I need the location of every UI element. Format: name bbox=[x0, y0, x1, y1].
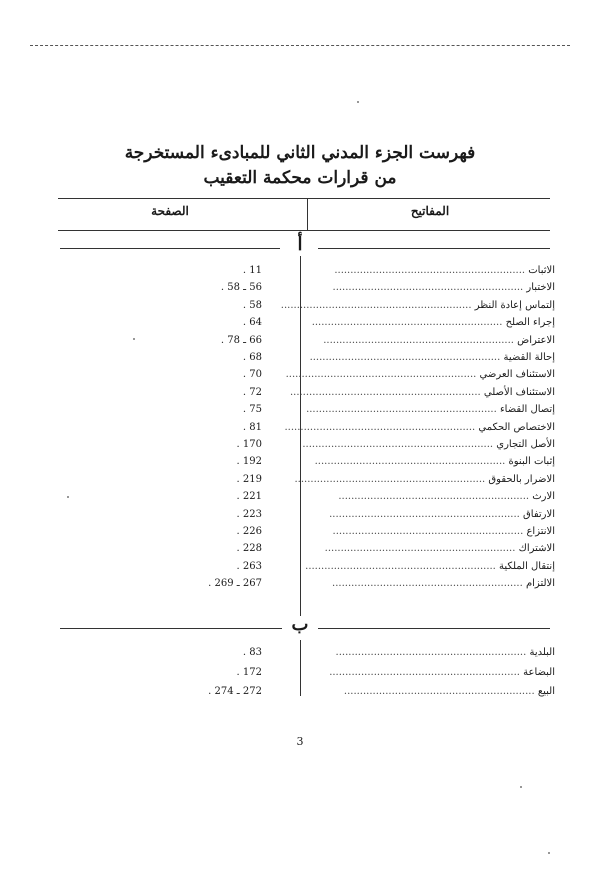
index-key-text: الانتزاع bbox=[526, 526, 555, 537]
index-key bbox=[302, 437, 555, 453]
index-key bbox=[330, 665, 555, 681]
index-key-text: الاختبار bbox=[526, 282, 555, 294]
dot-leader: ............................................................ bbox=[329, 666, 524, 678]
index-row bbox=[0, 489, 600, 505]
index-key-text: إنتقال الملكية bbox=[499, 560, 555, 572]
header-bottom-rule bbox=[58, 230, 550, 231]
dot-leader: ............................................................ bbox=[332, 282, 527, 294]
index-row bbox=[0, 367, 600, 383]
index-row bbox=[0, 472, 600, 488]
index-row bbox=[0, 665, 600, 681]
index-page: 272 ـ 274 . bbox=[208, 686, 262, 697]
speck bbox=[357, 101, 359, 103]
index-row bbox=[0, 507, 600, 523]
index-row bbox=[0, 315, 600, 331]
index-key bbox=[330, 524, 555, 540]
section-letter-alif: أ bbox=[297, 234, 303, 255]
index-key-text: الارث bbox=[532, 491, 555, 503]
dot-leader: ............................................................ bbox=[289, 386, 484, 398]
dot-leader: ............................................................ bbox=[338, 491, 533, 503]
index-title-line2: من قرارات محكمة التعقيب bbox=[203, 168, 397, 188]
index-key-text: إتصال القضاء bbox=[499, 404, 555, 416]
dot-leader: ............................................................ bbox=[306, 404, 500, 416]
index-page: 219 . bbox=[236, 473, 262, 485]
index-row bbox=[0, 350, 600, 366]
index-key bbox=[284, 420, 555, 436]
speck bbox=[548, 852, 550, 854]
index-page: 267 ـ 269 . bbox=[208, 578, 262, 590]
index-key-text: إحالة القضية bbox=[503, 352, 555, 363]
index-page: 172 . bbox=[236, 666, 262, 678]
index-page: 56 ـ 58 . bbox=[220, 282, 262, 294]
top-rule bbox=[30, 45, 570, 46]
index-page: 75 . bbox=[242, 404, 262, 416]
section-rule-right bbox=[318, 628, 550, 629]
dot-leader: ............................................................ bbox=[302, 439, 497, 450]
index-key-text: الاعتراض bbox=[517, 334, 555, 346]
index-key-text: الاثبات bbox=[528, 265, 555, 276]
index-key-text: إلتماس إعادة النظر bbox=[474, 299, 555, 311]
dot-leader: ............................................................ bbox=[332, 526, 527, 537]
index-page: 83 . bbox=[242, 647, 262, 658]
dot-leader: ............................................................ bbox=[314, 456, 509, 468]
dot-leader: ............................................................ bbox=[285, 369, 480, 381]
index-row bbox=[0, 576, 600, 592]
index-key bbox=[289, 385, 555, 401]
header-top-rule bbox=[58, 198, 550, 199]
index-key-text: الارتفاق bbox=[523, 508, 555, 520]
index-row bbox=[0, 402, 600, 418]
index-page: 170 . bbox=[236, 439, 262, 450]
index-page: 11 . bbox=[242, 265, 262, 276]
index-page: 263 . bbox=[236, 560, 262, 572]
index-page: 226 . bbox=[236, 526, 262, 537]
index-key bbox=[306, 402, 555, 418]
dot-leader: ............................................................ bbox=[343, 686, 538, 697]
index-page: 221 . bbox=[236, 491, 262, 503]
index-row bbox=[0, 280, 600, 296]
index-page: 58 . bbox=[242, 299, 262, 311]
index-row bbox=[0, 684, 600, 700]
dot-leader: ............................................................ bbox=[280, 299, 475, 311]
index-key bbox=[330, 263, 555, 279]
index-page: 228 . bbox=[236, 543, 262, 555]
index-key-text: البضاعة bbox=[523, 666, 555, 678]
column-header-page: الصفحة bbox=[151, 204, 189, 218]
index-key-text: الاختصاص الحكمي bbox=[478, 421, 555, 433]
index-key bbox=[294, 472, 555, 488]
dot-leader: ............................................................ bbox=[335, 647, 530, 658]
index-key-text: البلدية bbox=[529, 647, 555, 658]
index-key-text: إثبات البنوة bbox=[508, 456, 555, 468]
index-title-line1: فهرست الجزء المدني الثاني للمبادىء المستخرجة bbox=[124, 143, 476, 163]
index-row bbox=[0, 437, 600, 453]
index-row bbox=[0, 524, 600, 540]
section-rule-left bbox=[60, 248, 280, 249]
index-key bbox=[330, 684, 555, 700]
index-key bbox=[311, 315, 555, 331]
index-page: 81 . bbox=[242, 421, 262, 433]
dot-leader: ............................................................ bbox=[334, 265, 529, 276]
index-page: 223 . bbox=[236, 508, 262, 520]
index-key bbox=[323, 333, 555, 349]
index-key-text: الاضرار بالحقوق bbox=[488, 473, 555, 485]
index-key bbox=[305, 559, 555, 575]
index-page: 72 . bbox=[242, 386, 262, 398]
dot-leader: ............................................................ bbox=[323, 334, 518, 346]
dot-leader: ............................................................ bbox=[311, 317, 506, 329]
index-key-text: الاستئناف الأصلي bbox=[483, 386, 555, 398]
dot-leader: ............................................................ bbox=[305, 560, 500, 572]
index-key bbox=[324, 541, 555, 557]
index-key-text: البيع bbox=[537, 686, 555, 697]
index-page: 66 ـ 78 . bbox=[220, 334, 262, 346]
index-row bbox=[0, 454, 600, 470]
index-row bbox=[0, 559, 600, 575]
index-row bbox=[0, 298, 600, 314]
index-row bbox=[0, 645, 600, 661]
index-key-text: الاستئناف العرضي bbox=[479, 369, 555, 381]
index-row bbox=[0, 333, 600, 349]
section-rule-right bbox=[318, 248, 550, 249]
index-row bbox=[0, 541, 600, 557]
index-key bbox=[330, 507, 555, 523]
index-key bbox=[330, 280, 555, 296]
speck bbox=[520, 786, 522, 788]
index-row bbox=[0, 385, 600, 401]
index-key bbox=[314, 454, 555, 470]
index-key bbox=[280, 298, 555, 314]
index-key-text: إجراء الصلح bbox=[505, 317, 555, 329]
index-key bbox=[285, 367, 555, 383]
index-key bbox=[330, 489, 555, 505]
index-page: 192 . bbox=[236, 456, 262, 468]
index-key-text: الالتزام bbox=[525, 578, 555, 590]
dot-leader: ............................................................ bbox=[332, 578, 526, 590]
dot-leader: ............................................................ bbox=[329, 508, 524, 520]
page-number: 3 bbox=[296, 735, 304, 748]
column-header-keys: المفاتيح bbox=[410, 204, 450, 218]
dot-leader: ............................................................ bbox=[324, 543, 519, 555]
index-key-text: الأصل التجاري bbox=[496, 439, 555, 450]
dot-leader: ............................................................ bbox=[284, 421, 479, 433]
header-divider bbox=[307, 198, 308, 230]
dot-leader: ............................................................ bbox=[294, 473, 489, 485]
index-key bbox=[330, 645, 555, 661]
index-key bbox=[330, 576, 555, 592]
section-rule-left bbox=[60, 628, 282, 629]
section-letter-ba: ب bbox=[291, 614, 309, 635]
index-key-text: الاشتراك bbox=[518, 543, 555, 555]
index-row bbox=[0, 263, 600, 279]
index-page: 70 . bbox=[242, 369, 262, 381]
index-key bbox=[309, 350, 555, 366]
index-page: 64 . bbox=[242, 317, 262, 329]
index-page: 68 . bbox=[242, 352, 262, 363]
dot-leader: ............................................................ bbox=[309, 352, 504, 363]
index-row bbox=[0, 420, 600, 436]
